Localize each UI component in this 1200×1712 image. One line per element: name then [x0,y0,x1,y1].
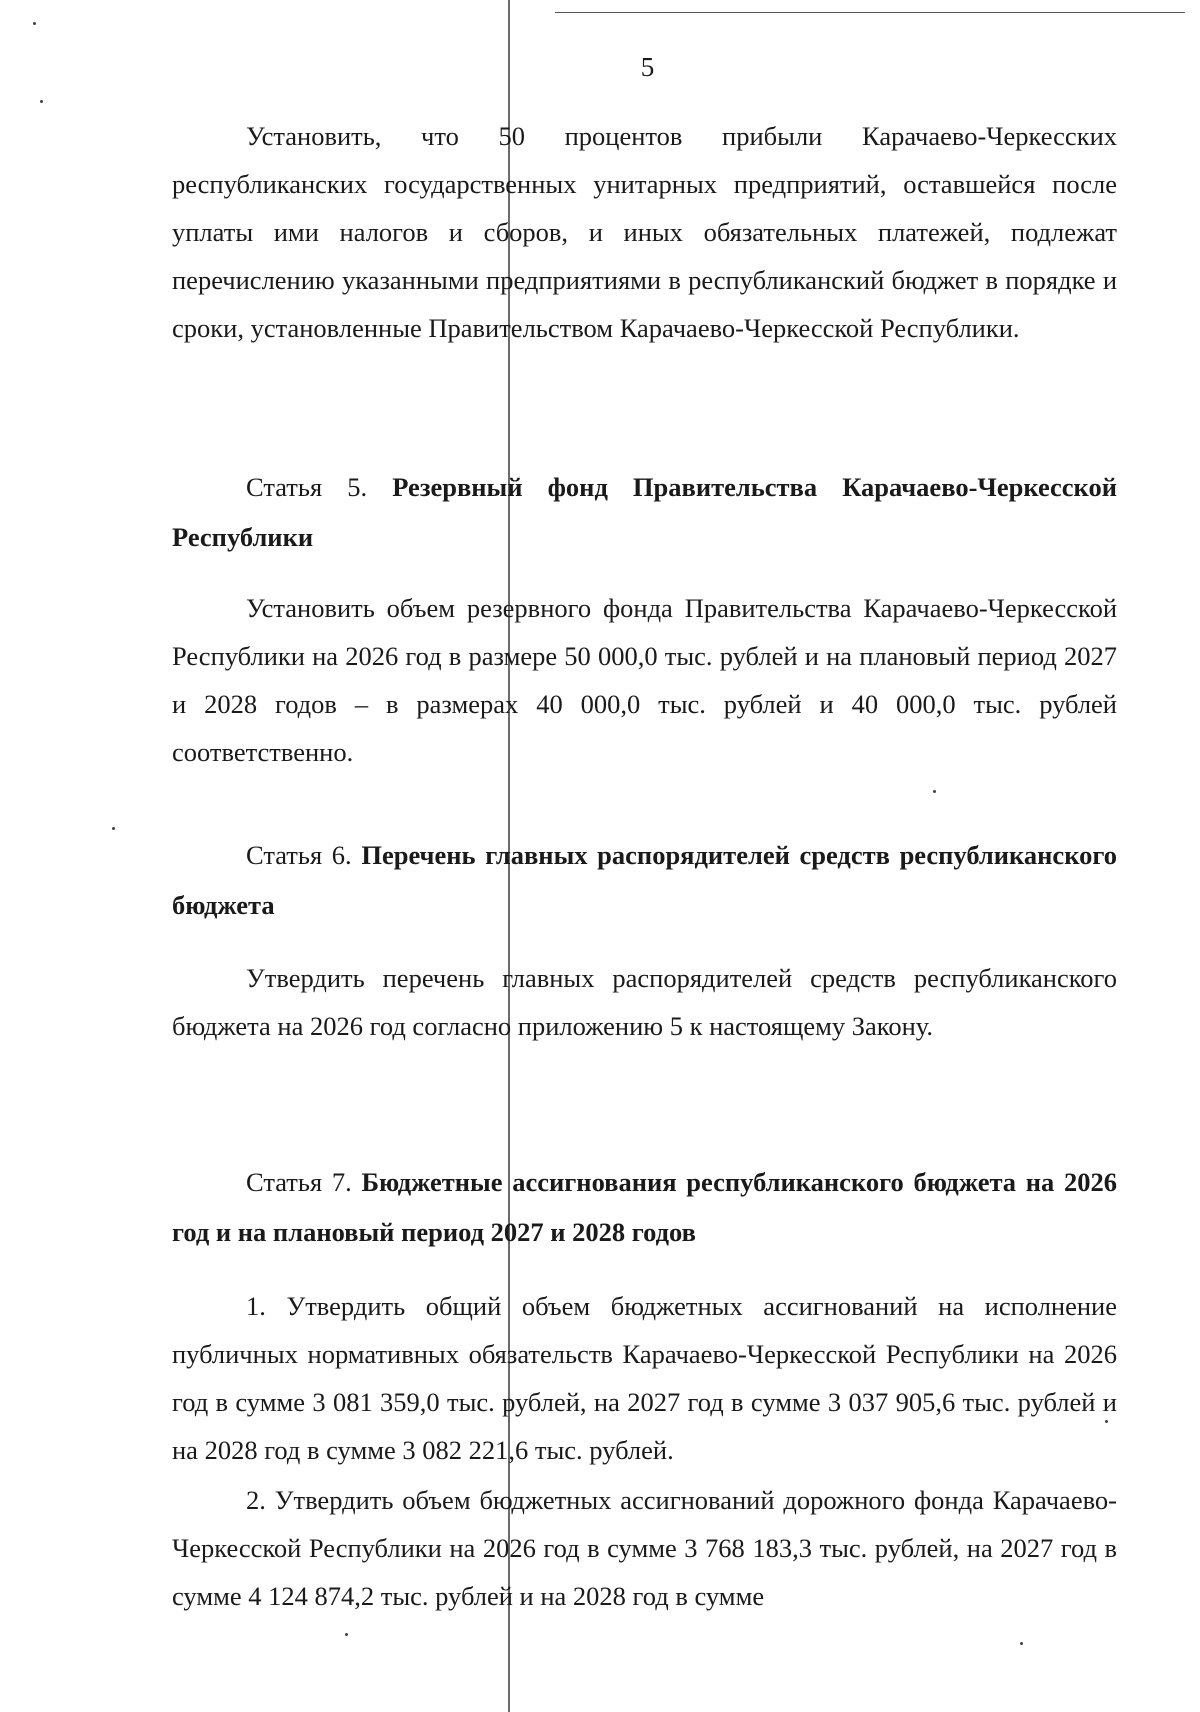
article-7-title: Бюджетные ассигнования республиканского бюджета на 2026 год и на плановый период 2027 и 2028 годов [172,1167,1118,1247]
intro-paragraph: Установить, что 50 процентов прибыли Карачаево-Черкесских республиканских государственных унитарных предприятий, оставшейся после уплаты ими налогов и сборов, и иных обязательных платежей, подлежат перечислению указанными предприятиями в республиканский бюджет в порядке и сроки, установленные Правительством Карачаево-Черкесской Республики. [172,121,1117,343]
scan-speck [345,1633,348,1636]
scan-top-rule [555,12,1185,13]
article-5-text: Установить объем резервного фонда Правительства Карачаево-Черкесской Республики на 2026 год в размере 50 000,0 тыс. рублей и на плановый период 2027 и 2028 годов – в размерах 40 000,0 тыс. рублей и 40 000,0 тыс. рублей соответственно. [172,593,1117,767]
article-6-body [172,954,1117,1050]
article-6-title: Перечень главных распорядителей средств республиканского бюджета [172,840,1117,920]
page-number: 5 [640,52,655,82]
article-5-label: Статья 5. [246,472,368,502]
article-7-heading [172,1157,1117,1257]
article-6-heading [172,830,1117,930]
intro-paragraph-block [172,112,1117,352]
scan-speck [112,827,115,830]
article-7-body [172,1282,1117,1620]
article-7-item-2: 2. Утвердить объем бюджетных ассигнований дорожного фонда Карачаево-Черкесской Республики на 2026 год в сумме 3 768 183,3 тыс. рублей, на 2027 год в сумме 4 124 874,2 тыс. рублей и на 2028 год в сумме [172,1485,1117,1611]
scan-speck [1020,1642,1023,1645]
article-7-label: Статья 7. [246,1167,352,1197]
article-5-heading [172,462,1117,562]
article-6-text: Утвердить перечень главных распорядителей средств республиканского бюджета на 2026 год согласно приложению 5 к настоящему Закону. [172,963,1117,1041]
article-5-title: Резервный фонд Правительства Карачаево-Черкесской Республики [172,472,1117,552]
scan-speck [933,790,936,793]
scan-speck [40,100,43,103]
scan-speck [33,22,36,25]
article-7-item-1: 1. Утвердить общий объем бюджетных ассигнований на исполнение публичных нормативных обязательств Карачаево-Черкесской Республики на 2026 год в сумме 3 081 359,0 тыс. рублей, на 2027 год в сумме 3 037 905,6 тыс. рублей и на 2028 год в сумме 3 082 221,6 тыс. рублей. [172,1291,1117,1465]
article-5-body [172,584,1117,776]
article-6-label: Статья 6. [246,840,352,870]
